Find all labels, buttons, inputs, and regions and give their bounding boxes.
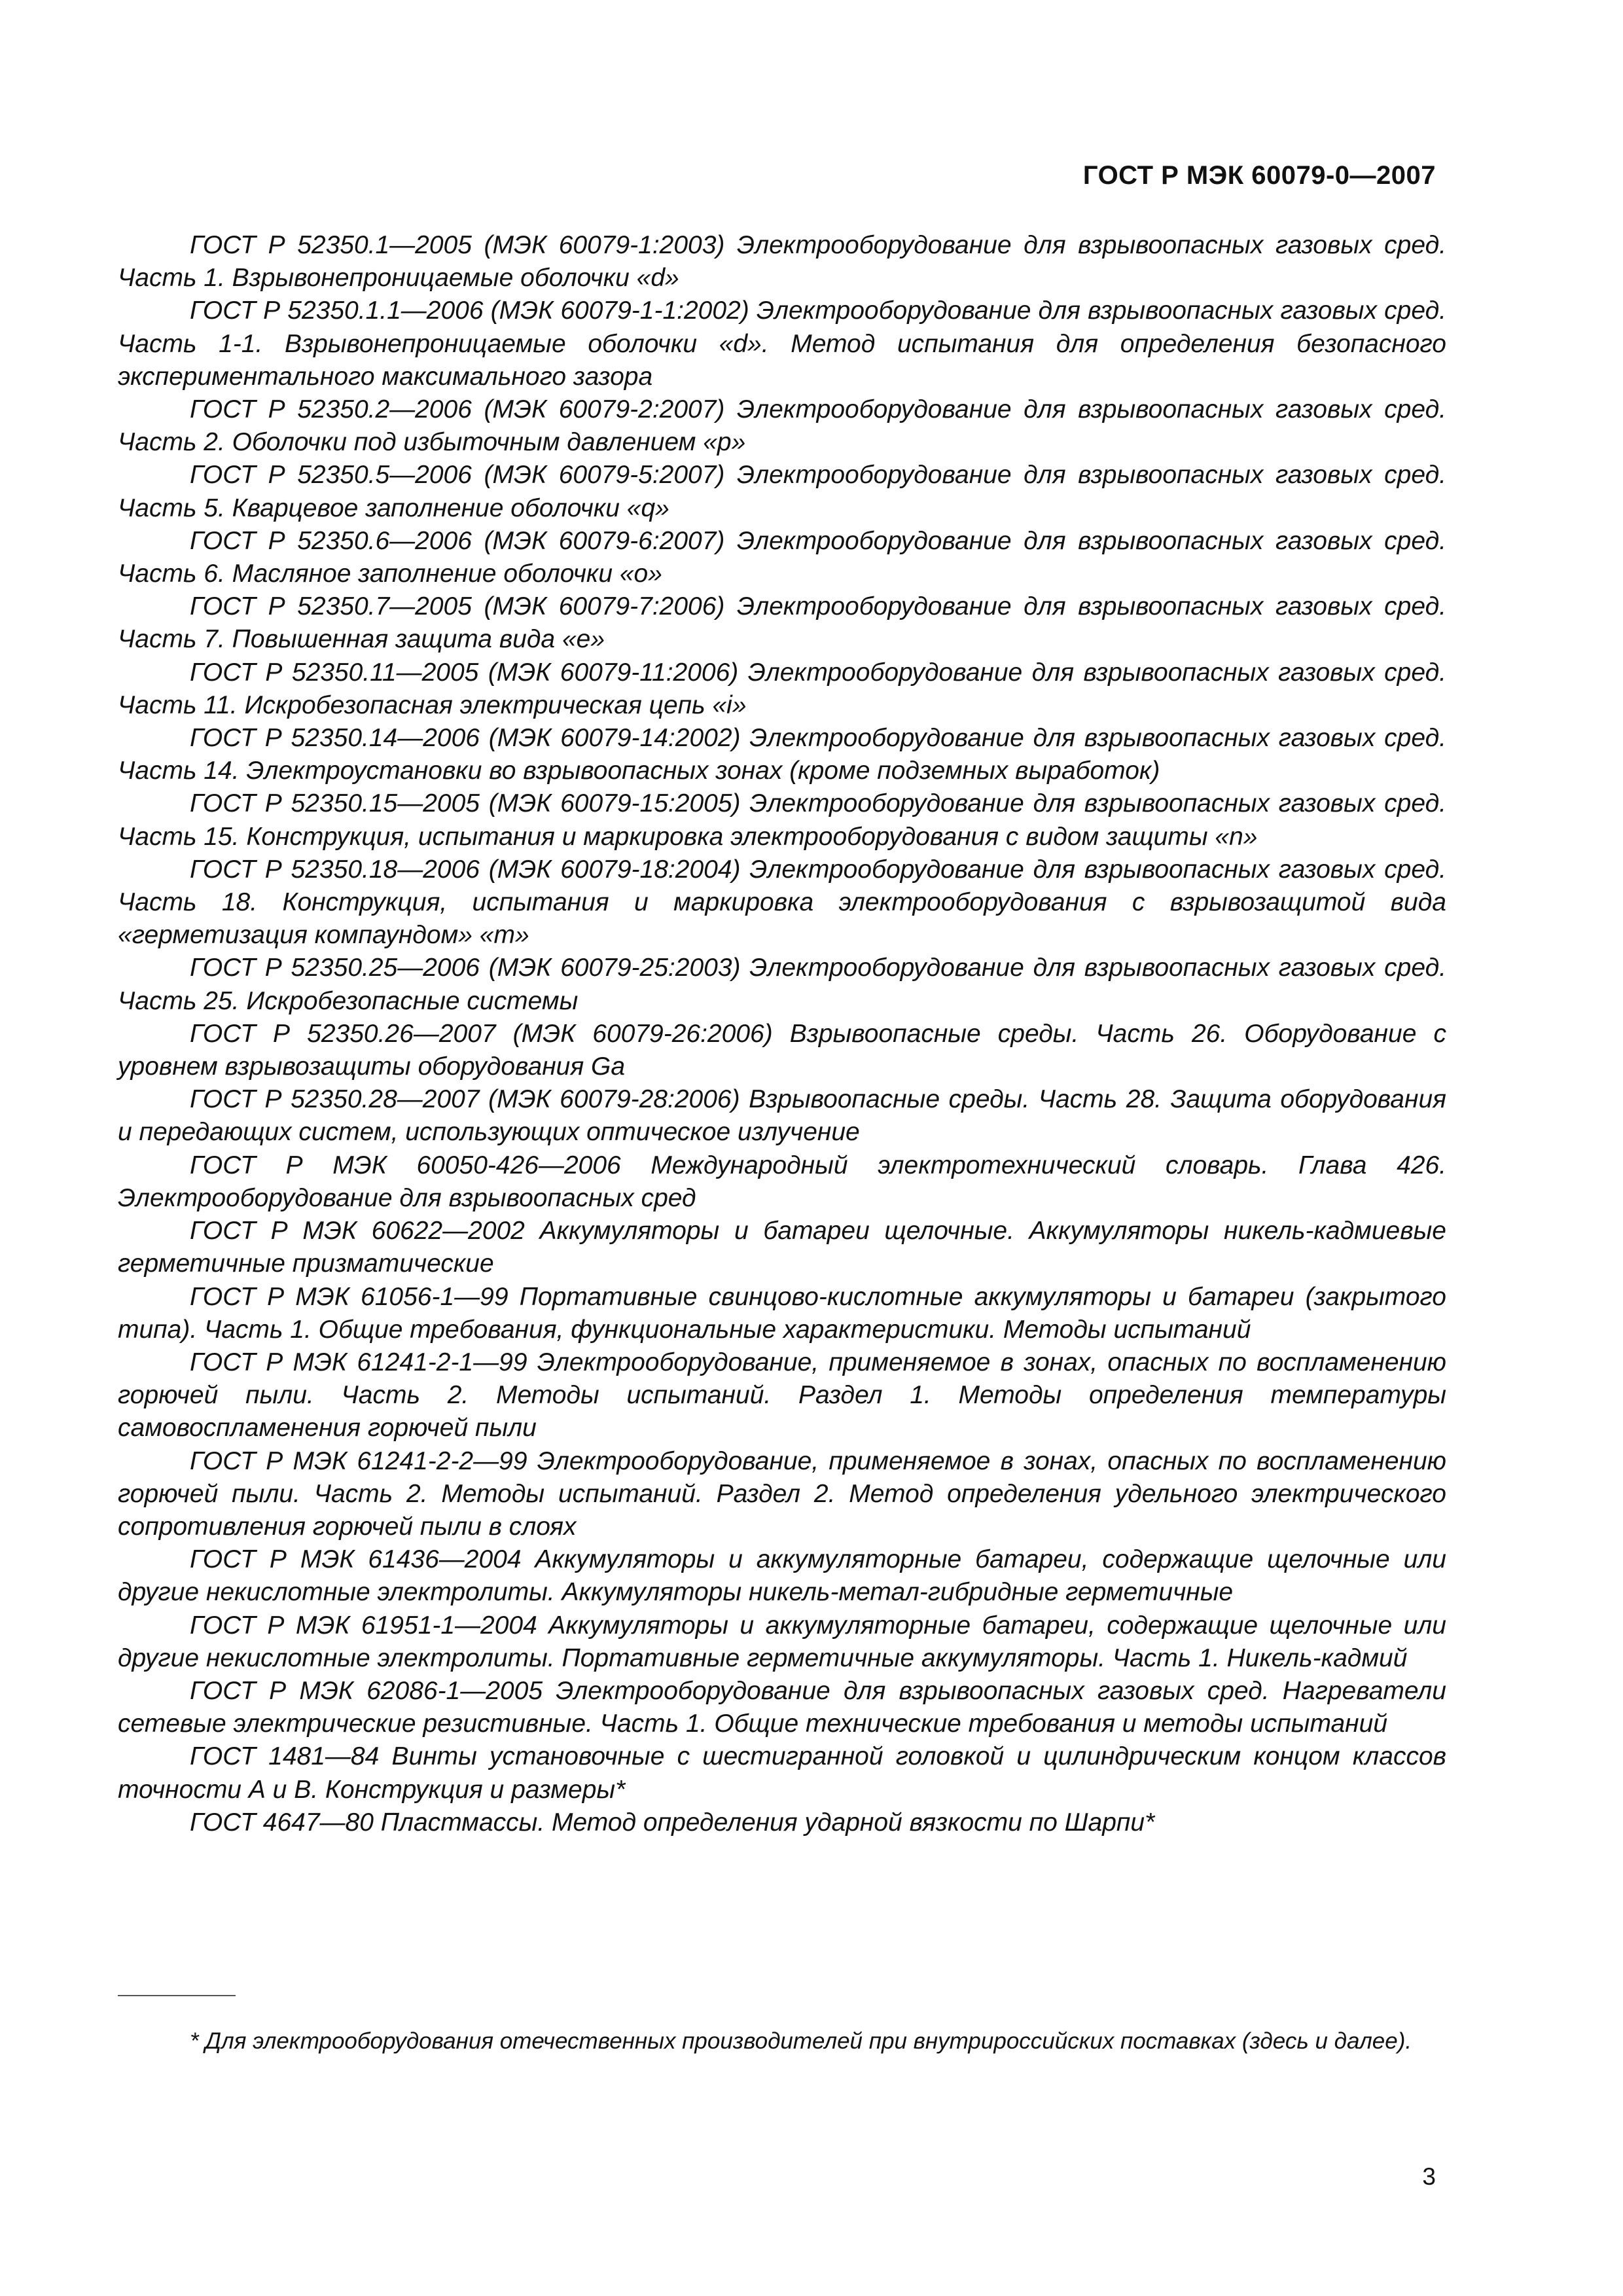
- footnote: * Для электрооборудования отечественных производителей при внутрироссийских поставках (здесь и далее).: [190, 2028, 1412, 2054]
- reference-item: ГОСТ Р 52350.14—2006 (МЭК 60079-14:2002) Электрооборудование для взрывоопасных газовых сред. Часть 14. Электроустановки во взрывоопасных зонах (кроме подземных выработок): [118, 724, 1446, 785]
- reference-item: ГОСТ Р 52350.26—2007 (МЭК 60079-26:2006) Взрывоопасные среды. Часть 26. Оборудование с уровнем взрывозащиты оборудования Ga: [118, 1019, 1446, 1081]
- reference-item: ГОСТ Р 52350.1.1—2006 (МЭК 60079-1-1:2002) Электрооборудование для взрывоопасных газовых сред. Часть 1-1. Взрывонепроницаемые оболочки «d». Метод испытания для определения безопасного экспериментального максимального зазора: [118, 296, 1446, 391]
- page-number: 3: [1422, 2163, 1436, 2190]
- reference-item: ГОСТ Р 52350.28—2007 (МЭК 60079-28:2006) Взрывоопасные среды. Часть 28. Защита оборудования и передающих систем, использующих оптическое излучение: [118, 1085, 1446, 1147]
- reference-item: ГОСТ 1481—84 Винты установочные с шестигранной головкой и цилиндрическим концом классов точности А и В. Конструкция и размеры*: [118, 1742, 1446, 1804]
- reference-item: ГОСТ Р 52350.25—2006 (МЭК 60079-25:2003) Электрооборудование для взрывоопасных газовых сред. Часть 25. Искробезопасные системы: [118, 954, 1446, 1015]
- reference-item: ГОСТ Р 52350.2—2006 (МЭК 60079-2:2007) Электрооборудование для взрывоопасных газовых сред. Часть 2. Оболочки под избыточным давлением «р»: [118, 395, 1446, 457]
- normative-references-list: [118, 229, 1446, 1839]
- reference-item: ГОСТ Р МЭК 62086-1—2005 Электрооборудование для взрывоопасных газовых сред. Нагреватели сетевые электрические резистивные. Часть 1. Общие технические требования и методы испытаний: [118, 1676, 1446, 1738]
- reference-item: ГОСТ Р 52350.18—2006 (МЭК 60079-18:2004) Электрооборудование для взрывоопасных газовых сред. Часть 18. Конструкция, испытания и маркировка электрооборудования с взрывозащитой вида «герметизация компаундом» «m»: [118, 855, 1446, 950]
- reference-item: ГОСТ Р 52350.6—2006 (МЭК 60079-6:2007) Электрооборудование для взрывоопасных газовых сред. Часть 6. Масляное заполнение оболочки «о»: [118, 526, 1446, 588]
- reference-item: ГОСТ Р МЭК 61436—2004 Аккумуляторы и аккумуляторные батареи, содержащие щелочные или другие некислотные электролиты. Аккумуляторы никель-метал-гибридные герметичные: [118, 1545, 1446, 1607]
- reference-item: ГОСТ Р МЭК 61241-2-2—99 Электрооборудование, применяемое в зонах, опасных по воспламенению горючей пыли. Часть 2. Методы испытаний. Раздел 2. Метод определения удельного электрического сопротивления горючей пыли в слоях: [118, 1446, 1446, 1541]
- footnote-divider: [118, 1995, 236, 1996]
- reference-item: ГОСТ Р 52350.15—2005 (МЭК 60079-15:2005) Электрооборудование для взрывоопасных газовых сред. Часть 15. Конструкция, испытания и маркировка электрооборудования с видом защиты «n»: [118, 789, 1446, 851]
- reference-item: ГОСТ Р МЭК 61951-1—2004 Аккумуляторы и аккумуляторные батареи, содержащие щелочные или другие некислотные электролиты. Портативные герметичные аккумуляторы. Часть 1. Никель-кадмий: [118, 1611, 1446, 1672]
- reference-item: ГОСТ Р МЭК 61241-2-1—99 Электрооборудование, применяемое в зонах, опасных по воспламенению горючей пыли. Часть 2. Методы испытаний. Раздел 1. Методы определения температуры самовоспламенения горючей пыли: [118, 1348, 1446, 1443]
- document-header: ГОСТ Р МЭК 60079-0—2007: [1082, 161, 1436, 190]
- reference-item: ГОСТ 4647—80 Пластмассы. Метод определения ударной вязкости по Шарпи*: [190, 1808, 1155, 1837]
- reference-item: ГОСТ Р 52350.7—2005 (МЭК 60079-7:2006) Электрооборудование для взрывоопасных газовых сред. Часть 7. Повышенная защита вида «е»: [118, 592, 1446, 654]
- reference-item: ГОСТ Р 52350.5—2006 (МЭК 60079-5:2007) Электрооборудование для взрывоопасных газовых сред. Часть 5. Кварцевое заполнение оболочки «q»: [118, 461, 1446, 522]
- reference-item: ГОСТ Р МЭК 61056-1—99 Портативные свинцово-кислотные аккумуляторы и батареи (закрытого типа). Часть 1. Общие требования, функциональные характеристики. Методы испытаний: [118, 1282, 1446, 1344]
- reference-item: ГОСТ Р МЭК 60050-426—2006 Международный электротехнический словарь. Глава 426. Электрооборудование для взрывоопасных сред: [118, 1151, 1446, 1212]
- reference-item: ГОСТ Р 52350.1—2005 (МЭК 60079-1:2003) Электрооборудование для взрывоопасных газовых сред. Часть 1. Взрывонепроницаемые оболочки «d»: [118, 231, 1446, 293]
- reference-item: ГОСТ Р 52350.11—2005 (МЭК 60079-11:2006) Электрооборудование для взрывоопасных газовых сред. Часть 11. Искробезопасная электрическая цепь «i»: [118, 658, 1446, 719]
- reference-item: ГОСТ Р МЭК 60622—2002 Аккумуляторы и батареи щелочные. Аккумуляторы никель-кадмиевые герметичные призматические: [118, 1217, 1446, 1278]
